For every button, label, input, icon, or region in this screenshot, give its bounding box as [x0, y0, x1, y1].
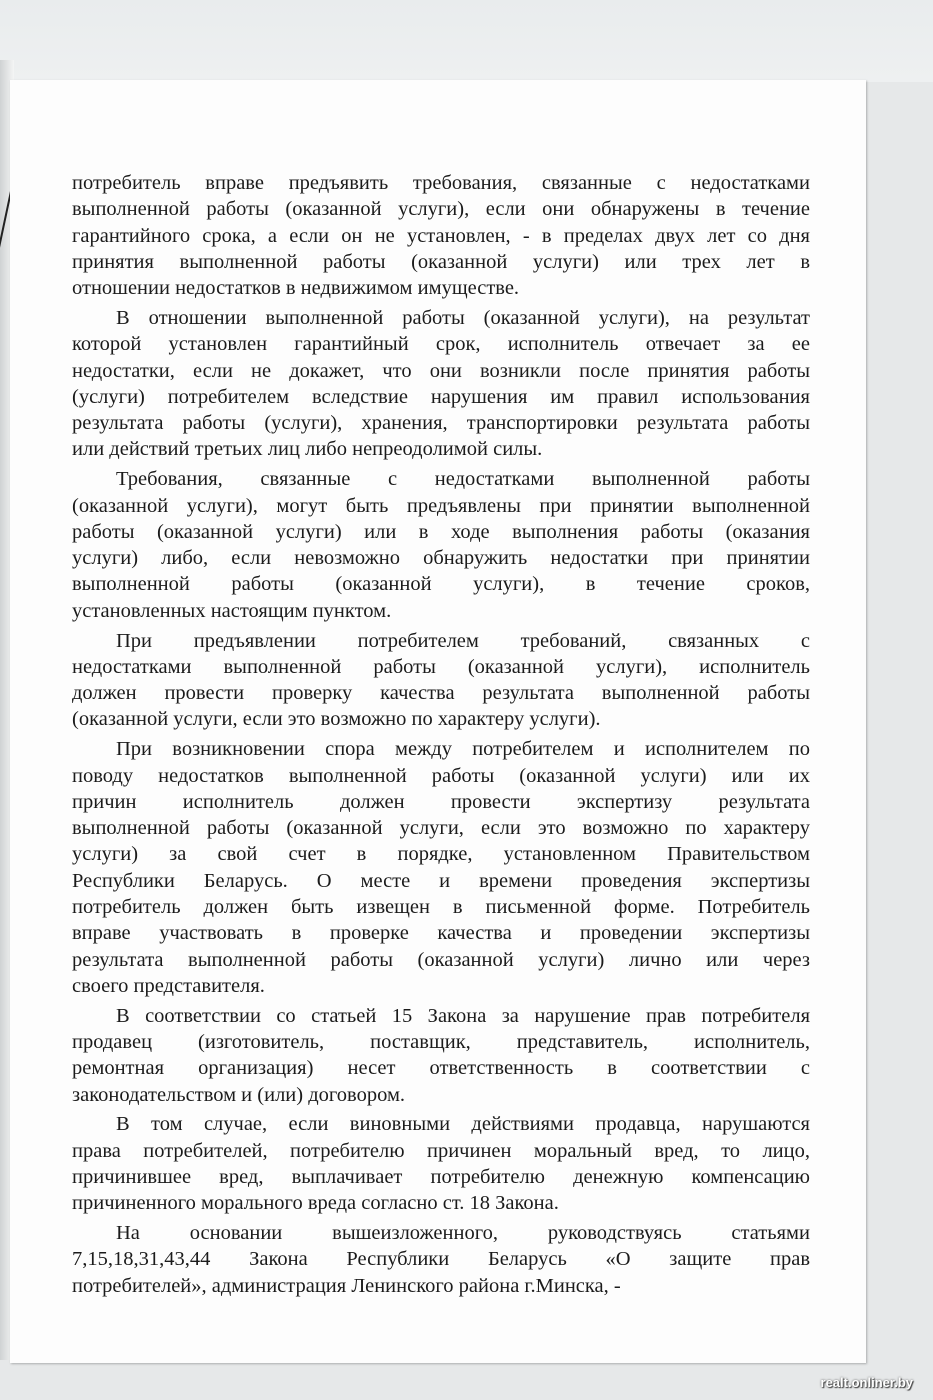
text-line: 7,15,18,31,43,44 Закона Республики Беларусь «О защите прав: [72, 1248, 810, 1271]
text-line: продавец (изготовитель, поставщик, представитель, исполнитель,: [72, 1031, 810, 1053]
text-line: поводу недостатков выполненной работы (оказанной услуги) или их: [72, 764, 810, 787]
text-line: При возникновении спора между потребителем и исполнителем по: [116, 738, 810, 761]
text-line: выполненной работы (оказанной услуги), в течение сроков,: [72, 573, 810, 596]
text-line: работы (оказанной услуги) или в ходе выполнения работы (оказания: [72, 520, 810, 543]
text-line: ремонтная организация) несет ответственность в соответствии с: [72, 1057, 810, 1080]
text-line: законодательством и (или) договором.: [72, 1083, 406, 1106]
text-line: В соответствии со статьей 15 Закона за нарушение прав потребителя: [116, 1004, 810, 1027]
text-line: На основании вышеизложенного, руководствуясь статьями: [116, 1222, 810, 1245]
text-line: результата работы (услуги), хранения, транспортировки результата работы: [72, 412, 810, 435]
text-line: вправе участвовать в проверке качества и проведении экспертизы: [72, 922, 810, 945]
text-line: В том случае, если виновными действиями продавца, нарушаются: [116, 1113, 810, 1136]
text-line: услуги) либо, если невозможно обнаружить недостатки при принятии: [72, 547, 810, 570]
text-line: (оказанной услуги, если это возможно по характеру услуги).: [72, 708, 601, 731]
text-line: При предъявлении потребителем требований, связанных с: [116, 629, 810, 652]
text-line: потребитель должен быть извещен в письменной форме. Потребитель: [72, 896, 810, 919]
text-line: услуги) за свой счет в порядке, установленном Правительством: [72, 843, 810, 866]
text-line: гарантийного срока, а если он не установлен, - в пределах двух лет со дня: [72, 224, 810, 247]
text-line: (услуги) потребителем вследствие нарушения им правил использования: [72, 385, 810, 408]
text-line: Республики Беларусь. О месте и времени проведения экспертизы: [72, 869, 810, 892]
paragraph: [72, 628, 810, 733]
text-line: или действий третьих лиц либо непреодолимой силы.: [72, 438, 543, 461]
text-line: недостатки, если не докажет, что они возникли после принятия работы: [72, 359, 810, 382]
text-line: должен провести проверку качества результата выполненной работы: [72, 682, 810, 705]
text-line: установленных настоящим пунктом.: [72, 599, 392, 622]
text-line: причинившее вред, выплачивает потребителю денежную компенсацию: [72, 1165, 810, 1188]
text-line: своего представителя.: [72, 974, 265, 997]
text-line: отношении недостатков в недвижимом имуществе.: [72, 277, 520, 300]
document-body: [72, 170, 810, 1302]
paragraph: [72, 1220, 810, 1299]
text-line: которой установлен гарантийный срок, исполнитель отвечает за ее: [72, 333, 810, 356]
text-line: (оказанной услуги), могут быть предъявлены при принятии выполненной: [72, 494, 810, 517]
text-line: Требования, связанные с недостатками выполненной работы: [116, 468, 810, 491]
text-line: выполненной работы (оказанной услуги, если это возможно по характеру: [72, 817, 810, 840]
text-line: принятия выполненной работы (оказанной услуги) или трех лет в: [72, 250, 810, 273]
paragraph: [72, 305, 810, 463]
paragraph: [72, 1003, 810, 1108]
text-line: недостатками выполненной работы (оказанной услуги), исполнитель: [72, 655, 810, 678]
text-line: выполненной работы (оказанной услуги), если они обнаружены в течение: [72, 198, 810, 221]
text-line: потребитель вправе предъявить требования, связанные с недостатками: [72, 172, 810, 194]
background: [0, 0, 933, 82]
text-line: результата выполненной работы (оказанной услуги) лично или через: [72, 948, 810, 971]
text-line: причиненного морального вреда согласно ст. 18 Закона.: [72, 1192, 559, 1215]
text-line: причин исполнитель должен провести экспертизу результата: [72, 790, 810, 813]
paragraph: [72, 170, 810, 301]
text-line: потребителей», администрация Ленинского района г.Минска, -: [72, 1274, 621, 1297]
text-line: права потребителей, потребителю причинен моральный вред, то лицо,: [72, 1139, 810, 1162]
paragraph: [72, 466, 810, 624]
text-line: В отношении выполненной работы (оказанной услуги), на результат: [116, 306, 810, 329]
watermark: realt.onliner.by: [820, 1375, 913, 1390]
paragraph: [72, 736, 810, 999]
paragraph: [72, 1111, 810, 1216]
